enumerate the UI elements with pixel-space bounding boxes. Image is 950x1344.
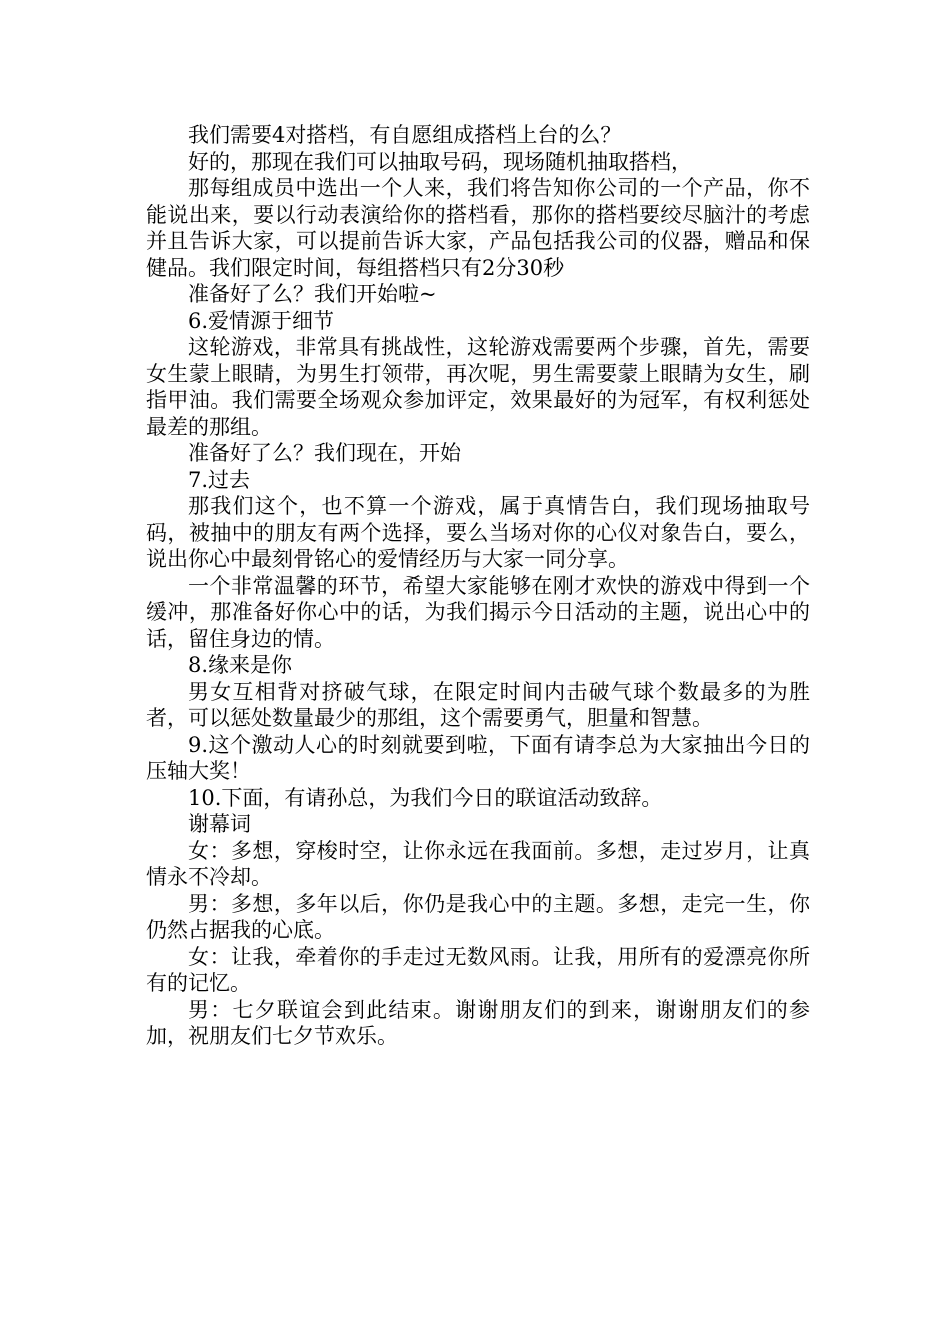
paragraph: 那每组成员中选出一个人来，我们将告知你公司的一个产品，你不能说出来，要以行动表演给你的搭档看，那你的搭档要绞尽脑汁的考虑并且告诉大家，可以提前告诉大家，产品包括我公司的仪器，赠品和保健品。我们限定时间，每组搭档只有2分30秒 [146, 176, 810, 280]
paragraph: 男女互相背对挤破气球，在限定时间内击破气球个数最多的为胜者，可以惩处数量最少的那组，这个需要勇气，胆量和智慧。 [146, 679, 810, 730]
paragraph: 准备好了么？我们开始啦~ [188, 282, 437, 306]
paragraph: 这轮游戏，非常具有挑战性，这轮游戏需要两个步骤，首先，需要女生蒙上眼睛，为男生打领带，再次呢，男生需要蒙上眼睛为女生，刷指甲油。我们需要全场观众参加评定，效果最好的为冠军，有权利惩处最差的那组。 [146, 335, 810, 439]
paragraph: 那我们这个，也不算一个游戏，属于真情告白，我们现场抽取号码，被抽中的朋友有两个选择，要么当场对你的心仪对象告白，要么，说出你心中最刻骨铭心的爱情经历与大家一同分享。 [146, 494, 810, 571]
paragraph: 准备好了么？我们现在，开始 [188, 441, 461, 465]
paragraph: 我们需要4对搭档，有自愿组成搭档上台的么？ [188, 123, 622, 147]
paragraph: 女：多想，穿梭时空，让你永远在我面前。多想，走过岁月，让真情永不冷却。 [146, 838, 810, 889]
paragraph: 10.下面，有请孙总，为我们今日的联谊活动致辞。 [188, 785, 663, 810]
paragraph: 9.这个激动人心的时刻就要到啦，下面有请李总为大家抽出今日的压轴大奖！ [146, 732, 810, 783]
section-heading: 6.爱情源于细节 [188, 308, 335, 333]
paragraph: 男：七夕联谊会到此结束。谢谢朋友们的到来，谢谢朋友们的参加，祝朋友们七夕节欢乐。 [146, 997, 810, 1048]
section-heading: 8.缘来是你 [188, 653, 293, 677]
paragraph: 一个非常温馨的环节，希望大家能够在刚才欢快的游戏中得到一个缓冲，那准备好你心中的话，为我们揭示今日活动的主题，说出心中的话，留住身边的情。 [146, 573, 810, 651]
paragraph: 好的，那现在我们可以抽取号码，现场随机抽取搭档， [188, 149, 692, 174]
section-heading: 谢幕词 [188, 812, 251, 836]
document-body [146, 122, 810, 1050]
paragraph: 男：多想，多年以后，你仍是我心中的主题。多想，走完一生，你仍然占据我的心底。 [146, 891, 810, 942]
paragraph: 女：让我，牵着你的手走过无数风雨。让我，用所有的爱漂亮你所有的记忆。 [146, 944, 810, 995]
section-heading: 7.过去 [188, 467, 251, 492]
